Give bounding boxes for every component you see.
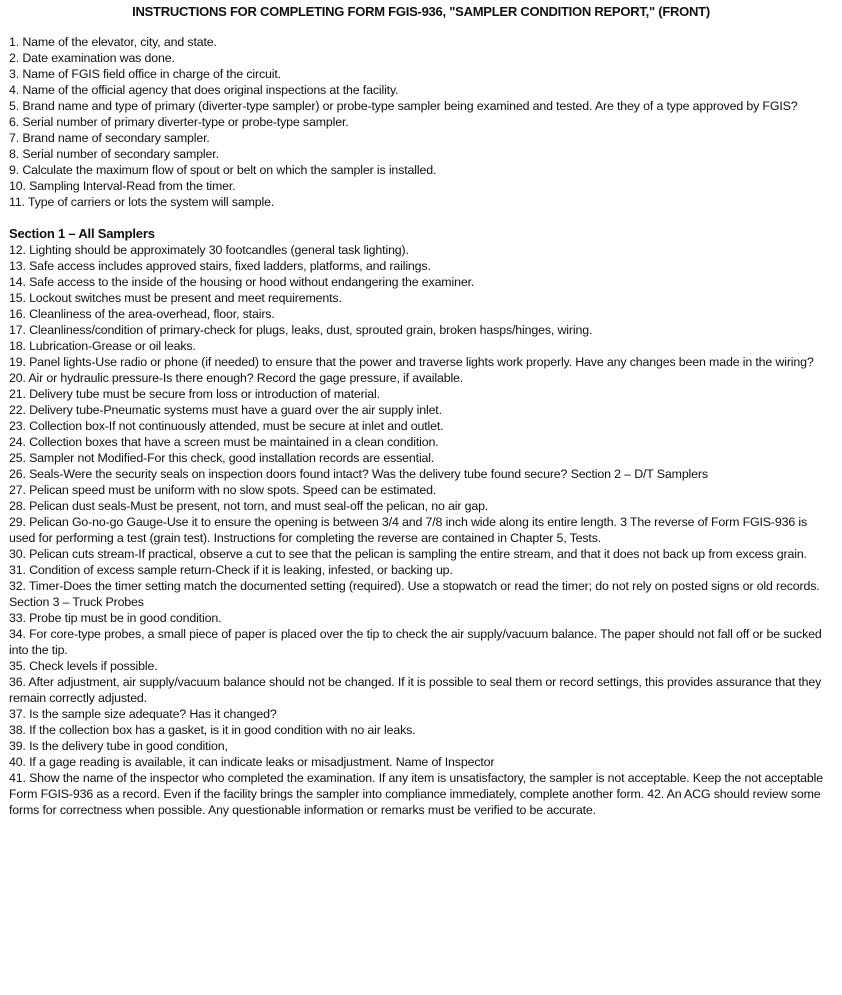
instruction-item: 39. Is the delivery tube in good condition, — [9, 739, 228, 753]
section-1-heading: Section 1 – All Samplers — [9, 226, 155, 241]
instruction-item: 30. Pelican cuts stream-If practical, observe a cut to see that the pelican is sampling the entire stream, and that it does not back up from excess grain. — [9, 547, 807, 561]
intro-instructions-list — [9, 34, 833, 210]
instruction-item: 16. Cleanliness of the area-overhead, floor, stairs. — [9, 307, 275, 321]
instruction-item: 33. Probe tip must be in good condition. — [9, 611, 222, 625]
instruction-item: 22. Delivery tube-Pneumatic systems must have a guard over the air supply inlet. — [9, 403, 442, 417]
instruction-item: 2. Date examination was done. — [9, 51, 175, 65]
instruction-item: 31. Condition of excess sample return-Check if it is leaking, infested, or backing up. — [9, 563, 453, 577]
instruction-item: 5. Brand name and type of primary (diverter-type sampler) or probe-type sampler being examined and tested. Are they of a type approved by FGIS? — [9, 99, 798, 113]
section-1-instructions-list — [9, 242, 833, 818]
instruction-item: 6. Serial number of primary diverter-type or probe-type sampler. — [9, 115, 349, 129]
instruction-item: 25. Sampler not Modified-For this check, good installation records are essential. — [9, 451, 435, 465]
instruction-item: 13. Safe access includes approved stairs, fixed ladders, platforms, and railings. — [9, 259, 431, 273]
instruction-item: 26. Seals-Were the security seals on inspection doors found intact? Was the delivery tube found secure? Section 2 – D/T Samplers — [9, 467, 708, 481]
instruction-item: 21. Delivery tube must be secure from loss or introduction of material. — [9, 387, 380, 401]
instruction-item: 14. Safe access to the inside of the housing or hood without endangering the examiner. — [9, 275, 475, 289]
instruction-item: 1. Name of the elevator, city, and state. — [9, 35, 217, 49]
instruction-item: 41. Show the name of the inspector who completed the examination. If any item is unsatisfactory, the sampler is not acceptable. Keep the not acceptable Form FGIS-936 as a record. Even if the facility brings the sampler into compliance immediately, complete another form. 42. An ACG should review some forms for correctness when possible. Any questionable information or remarks must be verified to be accurate. — [9, 771, 823, 817]
document-title: INSTRUCTIONS FOR COMPLETING FORM FGIS-936, "SAMPLER CONDITION REPORT," (FRONT) — [132, 4, 710, 19]
instruction-item: 28. Pelican dust seals-Must be present, not torn, and must seal-off the pelican, no air gap. — [9, 499, 489, 513]
instruction-item: 34. For core-type probes, a small piece of paper is placed over the tip to check the air supply/vacuum balance. The paper should not fall off or be sucked into the tip. — [9, 627, 822, 657]
instruction-item: 4. Name of the official agency that does original inspections at the facility. — [9, 83, 399, 97]
instruction-item: 36. After adjustment, air supply/vacuum balance should not be changed. If it is possible to seal them or record settings, this provides assurance that they remain correctly adjusted. — [9, 675, 822, 705]
instruction-item: 27. Pelican speed must be uniform with no slow spots. Speed can be estimated. — [9, 483, 437, 497]
instruction-item: 29. Pelican Go-no-go Gauge-Use it to ensure the opening is between 3/4 and 7/8 inch wide along its entire length. 3 The reverse of Form FGIS-936 is used for performing a test (grain test). Instructions for completing the reverse are contained in Chapter 5, Tests. — [9, 515, 808, 545]
section-spacer — [9, 210, 833, 226]
instruction-item: 7. Brand name of secondary sampler. — [9, 131, 210, 145]
instruction-item: 15. Lockout switches must be present and meet requirements. — [9, 291, 342, 305]
instruction-item: 18. Lubrication-Grease or oil leaks. — [9, 339, 196, 353]
instruction-item: 19. Panel lights-Use radio or phone (if needed) to ensure that the power and traverse lights work properly. Have any changes been made in the wiring? — [9, 355, 814, 369]
instruction-item: 23. Collection box-If not continuously attended, must be secure at inlet and outlet. — [9, 419, 444, 433]
instruction-item: 24. Collection boxes that have a screen must be maintained in a clean condition. — [9, 435, 439, 449]
instruction-item: 40. If a gage reading is available, it can indicate leaks or misadjustment. Name of Inspector — [9, 755, 495, 769]
instruction-item: 38. If the collection box has a gasket, is it in good condition with no air leaks. — [9, 723, 416, 737]
instruction-item: 32. Timer-Does the timer setting match the documented setting (required). Use a stopwatch or read the timer; do not rely on posted signs or old records. Section 3 – Truck Probes — [9, 579, 820, 609]
instruction-item: 3. Name of FGIS field office in charge of the circuit. — [9, 67, 281, 81]
instruction-item: 9. Calculate the maximum flow of spout or belt on which the sampler is installed. — [9, 163, 437, 177]
instruction-item: 8. Serial number of secondary sampler. — [9, 147, 219, 161]
instruction-item: 17. Cleanliness/condition of primary-check for plugs, leaks, dust, sprouted grain, broken hasps/hinges, wiring. — [9, 323, 593, 337]
instruction-item: 12. Lighting should be approximately 30 footcandles (general task lighting). — [9, 243, 409, 257]
instruction-item: 37. Is the sample size adequate? Has it changed? — [9, 707, 277, 721]
instruction-item: 35. Check levels if possible. — [9, 659, 158, 673]
instructions-body — [9, 34, 833, 818]
instruction-item: 10. Sampling Interval-Read from the timer. — [9, 179, 236, 193]
instruction-item: 20. Air or hydraulic pressure-Is there enough? Record the gage pressure, if available. — [9, 371, 464, 385]
instruction-item: 11. Type of carriers or lots the system will sample. — [9, 195, 275, 209]
